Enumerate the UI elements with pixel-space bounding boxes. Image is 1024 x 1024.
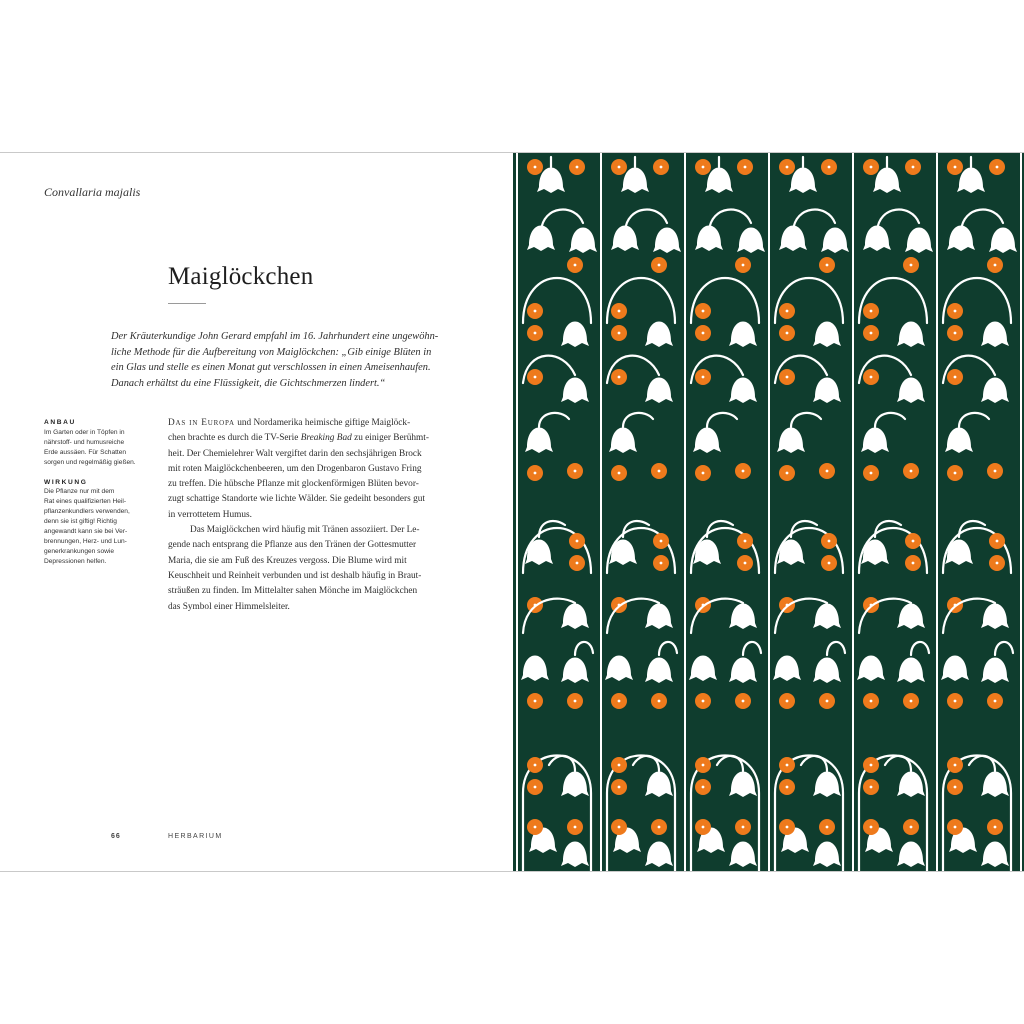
berry-highlight-icon (870, 826, 873, 829)
berry-highlight-icon (826, 470, 829, 473)
flower-stem (549, 756, 575, 771)
berry-highlight-icon (786, 166, 789, 169)
berry-highlight-icon (534, 310, 537, 313)
lily-of-the-valley-bell-icon (729, 604, 757, 630)
berry-highlight-icon (742, 700, 745, 703)
lily-of-the-valley-bell-icon (777, 428, 805, 454)
berry-highlight-icon (910, 264, 913, 267)
lily-of-the-valley-bell-icon (693, 540, 721, 566)
berry-highlight-icon (744, 562, 747, 565)
berry-highlight-icon (702, 310, 705, 313)
body-line: mit roten Maiglöckchenbeeren, um den Drogenbaron Gustavo Fring (168, 463, 422, 474)
berry-highlight-icon (996, 166, 999, 169)
berry-highlight-icon (786, 472, 789, 475)
lily-of-the-valley-bell-icon (813, 658, 841, 684)
lily-of-the-valley-bell-icon (689, 656, 717, 682)
wirkung-line: denn sie ist giftig! Richtig (44, 518, 117, 526)
wirkung-line: angewandt kann sie bei Ver- (44, 528, 128, 536)
lily-of-the-valley-bell-icon (981, 842, 1009, 868)
left-page (0, 153, 512, 871)
berry-highlight-icon (954, 826, 957, 829)
berry-highlight-icon (994, 700, 997, 703)
flower-stem (793, 210, 835, 231)
lily-of-the-valley-bell-icon (525, 540, 553, 566)
wirkung-line: Die Pflanze nur mit dem (44, 488, 115, 496)
lily-of-the-valley-bell-icon (561, 772, 589, 798)
body-line: heit. Der Chemielehrer Walt vergiftet darin den sechsjährigen Brock (168, 448, 422, 459)
lily-of-the-valley-bell-icon (861, 428, 889, 454)
berry-highlight-icon (994, 826, 997, 829)
berry-highlight-icon (994, 264, 997, 267)
berry-highlight-icon (702, 786, 705, 789)
berry-highlight-icon (870, 376, 873, 379)
flower-stem (875, 413, 905, 427)
berry-highlight-icon (870, 700, 873, 703)
berry-highlight-icon (534, 166, 537, 169)
lily-of-the-valley-bell-icon (941, 656, 969, 682)
flower-stem (709, 210, 751, 231)
lily-of-the-valley-bell-icon (947, 226, 975, 252)
lily-of-the-valley-bell-icon (729, 658, 757, 684)
berry-highlight-icon (702, 764, 705, 767)
berry-highlight-icon (660, 166, 663, 169)
flower-stem (959, 413, 989, 427)
berry-highlight-icon (618, 786, 621, 789)
berry-highlight-icon (996, 562, 999, 565)
lily-of-the-valley-bell-icon (645, 604, 673, 630)
berry-highlight-icon (618, 826, 621, 829)
lily-of-the-valley-bell-icon (645, 658, 673, 684)
body-line: Das Maiglöckchen wird häufig mit Tränen assoziiert. Der Le- (190, 525, 420, 536)
wirkung-line: Rat eines qualifizierten Heil- (44, 498, 127, 506)
berry-highlight-icon (954, 332, 957, 335)
lily-of-the-valley-bell-icon (813, 378, 841, 404)
flower-stem (791, 413, 821, 427)
berry-highlight-icon (534, 332, 537, 335)
berry-highlight-icon (702, 376, 705, 379)
berry-highlight-icon (954, 472, 957, 475)
lily-of-the-valley-bell-icon (645, 378, 673, 404)
flower-stem (575, 642, 593, 655)
berry-highlight-icon (954, 764, 957, 767)
lily-of-the-valley-bell-icon (945, 428, 973, 454)
flower-stem (541, 210, 583, 231)
lily-of-the-valley-bell-icon (737, 228, 765, 254)
berry-highlight-icon (618, 376, 621, 379)
lily-of-the-valley-bell-icon (905, 228, 933, 254)
body-line: gende nach entsprang die Pflanze aus den Tränen der Gottesmutter (168, 540, 417, 551)
lily-of-the-valley-bell-icon (729, 322, 757, 348)
lily-of-the-valley-bell-icon (609, 540, 637, 566)
lily-of-the-valley-bell-icon (653, 228, 681, 254)
wirkung-line: generkrankungen sowie (44, 547, 115, 555)
lily-of-the-valley-bell-icon (527, 226, 555, 252)
berry-highlight-icon (954, 376, 957, 379)
lily-of-the-valley-bell-icon (813, 772, 841, 798)
small-caps-lead: Das in Europa (168, 418, 235, 428)
title-divider (168, 303, 206, 304)
berry-highlight-icon (786, 310, 789, 313)
anbau-line: sorgen und regelmäßig gießen. (44, 458, 136, 466)
lily-of-the-valley-bell-icon (981, 378, 1009, 404)
flower-stem (743, 642, 761, 655)
flower-stem (877, 210, 919, 231)
berry-highlight-icon (534, 472, 537, 475)
berry-highlight-icon (994, 470, 997, 473)
berry-highlight-icon (910, 470, 913, 473)
berry-highlight-icon (742, 826, 745, 829)
anbau-line: nährstoff- und humusreiche (44, 438, 125, 446)
lily-of-the-valley-bell-icon (981, 658, 1009, 684)
body-line: zu treffen. Die hübsche Pflanze mit glockenförmigen Blüten bevor- (168, 479, 419, 490)
flower-stem (717, 756, 743, 771)
body-line: Maria, die sie am Fuß des Kreuzes vergoss. Die Blume wird mit (168, 555, 407, 566)
berry-highlight-icon (826, 700, 829, 703)
berry-highlight-icon (618, 310, 621, 313)
anbau-line: Im Garten oder in Töpfen in (44, 428, 125, 436)
flower-stem (659, 642, 677, 655)
berry-highlight-icon (744, 166, 747, 169)
berry-highlight-icon (954, 166, 957, 169)
berry-highlight-icon (828, 562, 831, 565)
wirkung-text (44, 487, 152, 566)
lily-of-the-valley-bell-icon (611, 226, 639, 252)
lily-of-the-valley-bell-icon (605, 656, 633, 682)
latin-name: Convallaria majalis (44, 185, 141, 199)
berry-highlight-icon (870, 332, 873, 335)
body-line: in verrottetem Humus. (168, 509, 252, 520)
intro-line: ein Glas und stelle es einen Monat gut verschlossen in einen Ameisenhaufen. (111, 362, 431, 373)
flower-stem (995, 642, 1013, 655)
berry-highlight-icon (786, 826, 789, 829)
page-number: 66 (111, 833, 121, 840)
berry-highlight-icon (534, 764, 537, 767)
anbau-heading: ANBAU (44, 419, 76, 426)
book-spread (0, 152, 1024, 872)
berry-highlight-icon (910, 700, 913, 703)
berry-highlight-icon (786, 786, 789, 789)
berry-highlight-icon (912, 540, 915, 543)
wirkung-line: pflanzenkundlers verwenden, (44, 508, 130, 516)
berry-highlight-icon (996, 540, 999, 543)
lily-of-the-valley-bell-icon (561, 842, 589, 868)
lily-of-the-valley-bell-icon (989, 228, 1017, 254)
tv-series-title: Breaking Bad (300, 433, 352, 444)
flower-stem (801, 756, 827, 771)
lily-of-the-valley-bell-icon (561, 322, 589, 348)
berry-highlight-icon (660, 540, 663, 543)
berry-highlight-icon (658, 700, 661, 703)
lily-of-the-valley-bell-icon (729, 772, 757, 798)
berry-highlight-icon (534, 376, 537, 379)
lily-of-the-valley-bell-icon (561, 378, 589, 404)
running-title: HERBARIUM (168, 833, 223, 840)
berry-highlight-icon (660, 562, 663, 565)
berry-highlight-icon (618, 332, 621, 335)
berry-highlight-icon (702, 166, 705, 169)
body-line (168, 416, 446, 431)
lily-of-the-valley-bell-icon (897, 772, 925, 798)
berry-highlight-icon (870, 472, 873, 475)
body-line: sträußen zu finden. Im Mittelalter sahen Mönche im Maiglöckchen (168, 586, 418, 597)
berry-highlight-icon (742, 470, 745, 473)
berry-highlight-icon (576, 166, 579, 169)
berry-highlight-icon (702, 826, 705, 829)
berry-highlight-icon (574, 470, 577, 473)
lily-of-the-valley-bell-icon (569, 228, 597, 254)
body-span: und Nordamerika heimische giftige Maiglöck- (234, 418, 411, 428)
berry-highlight-icon (576, 562, 579, 565)
flower-stem (633, 756, 659, 771)
lily-of-the-valley-bell-icon (773, 656, 801, 682)
lily-of-the-valley-bell-icon (561, 658, 589, 684)
flower-stem (625, 210, 667, 231)
berry-highlight-icon (742, 264, 745, 267)
body-span: chen brachte es durch die TV-Serie (168, 433, 301, 444)
decorative-pattern-page (513, 153, 1024, 871)
berry-highlight-icon (828, 540, 831, 543)
berry-highlight-icon (574, 826, 577, 829)
berry-highlight-icon (618, 472, 621, 475)
lily-of-the-valley-bell-icon (645, 842, 673, 868)
page-title: Maiglöckchen (168, 263, 314, 290)
body-line: das Symbol einer Himmelsleiter. (168, 601, 290, 612)
lily-of-the-valley-bell-icon (779, 226, 807, 252)
flower-stem (961, 210, 1003, 231)
lily-of-the-valley-bell-icon (897, 658, 925, 684)
berry-highlight-icon (702, 472, 705, 475)
lily-of-the-valley-bell-icon (561, 604, 589, 630)
berry-highlight-icon (574, 264, 577, 267)
berry-highlight-icon (826, 826, 829, 829)
lily-of-the-valley-bell-icon (813, 604, 841, 630)
berry-highlight-icon (870, 310, 873, 313)
body-text (168, 416, 446, 615)
flower-stem (707, 413, 737, 427)
berry-highlight-icon (618, 700, 621, 703)
body-span: zu einiger Berühmt- (351, 433, 429, 444)
lily-of-the-valley-bell-icon (609, 428, 637, 454)
lily-of-the-valley-bell-icon (897, 322, 925, 348)
lily-of-the-valley-bell-icon (521, 656, 549, 682)
lily-of-the-valley-bell-icon (645, 322, 673, 348)
lily-of-the-valley-bell-icon (813, 322, 841, 348)
lily-of-the-valley-bell-icon (729, 378, 757, 404)
flower-stem (911, 642, 929, 655)
lily-of-the-valley-bell-icon (813, 842, 841, 868)
berry-highlight-icon (658, 264, 661, 267)
intro-line: Danach erhältst du eine Flüssigkeit, die Gichtschmerzen lindert.“ (111, 377, 386, 389)
body-line (168, 431, 446, 446)
lily-of-the-valley-bell-icon (695, 226, 723, 252)
lily-of-the-valley-bell-icon (945, 540, 973, 566)
wirkung-heading: WIRKUNG (44, 478, 88, 486)
berry-highlight-icon (910, 826, 913, 829)
berry-highlight-icon (912, 562, 915, 565)
berry-highlight-icon (574, 700, 577, 703)
berry-highlight-icon (954, 786, 957, 789)
body-line: Keuschheit und Reinheit verbunden und ist deshalb häufig in Braut- (168, 570, 422, 581)
intro-line: Der Kräuterkundige John Gerard empfahl im 16. Jahrhundert eine ungewöhn- (111, 331, 439, 342)
berry-highlight-icon (912, 166, 915, 169)
lily-of-the-valley-bell-icon (821, 228, 849, 254)
berry-highlight-icon (658, 826, 661, 829)
sidebar-notes (44, 418, 152, 577)
berry-highlight-icon (826, 264, 829, 267)
flower-stem (885, 756, 911, 771)
lily-of-the-valley-bell-icon (897, 842, 925, 868)
berry-highlight-icon (534, 700, 537, 703)
berry-highlight-icon (786, 376, 789, 379)
berry-highlight-icon (534, 826, 537, 829)
intro-quote (111, 329, 441, 391)
intro-line: liche Methode für die Aufbereitung von Maiglöckchen: „Gib einige Blüten in (111, 346, 432, 358)
berry-highlight-icon (744, 540, 747, 543)
wirkung-line: brennungen, Herz- und Lun- (44, 537, 127, 545)
lily-of-the-valley-bell-icon (981, 604, 1009, 630)
lily-of-the-valley-bell-icon (863, 226, 891, 252)
lily-of-the-valley-pattern (513, 153, 1024, 871)
berry-highlight-icon (534, 786, 537, 789)
berry-highlight-icon (658, 470, 661, 473)
berry-highlight-icon (702, 700, 705, 703)
berry-highlight-icon (702, 332, 705, 335)
flower-stem (623, 413, 653, 427)
berry-highlight-icon (870, 786, 873, 789)
lily-of-the-valley-bell-icon (857, 656, 885, 682)
berry-highlight-icon (870, 764, 873, 767)
lily-of-the-valley-bell-icon (729, 842, 757, 868)
berry-highlight-icon (870, 166, 873, 169)
lily-of-the-valley-bell-icon (645, 772, 673, 798)
body-line: zugt schattige Standorte wie lichte Wälder. Sie gedeiht besonders gut (168, 494, 425, 505)
berry-highlight-icon (576, 540, 579, 543)
flower-stem (969, 756, 995, 771)
lily-of-the-valley-bell-icon (861, 540, 889, 566)
lily-of-the-valley-bell-icon (693, 428, 721, 454)
flower-stem (827, 642, 845, 655)
berry-highlight-icon (786, 764, 789, 767)
lily-of-the-valley-bell-icon (981, 322, 1009, 348)
berry-highlight-icon (618, 166, 621, 169)
berry-highlight-icon (786, 700, 789, 703)
lily-of-the-valley-bell-icon (897, 378, 925, 404)
lily-of-the-valley-bell-icon (981, 772, 1009, 798)
flower-stem (539, 413, 569, 427)
lily-of-the-valley-bell-icon (525, 428, 553, 454)
lily-of-the-valley-bell-icon (777, 540, 805, 566)
berry-highlight-icon (618, 764, 621, 767)
anbau-line: Erde aussäen. Für Schatten (44, 448, 127, 456)
anbau-text (44, 428, 152, 468)
berry-highlight-icon (786, 332, 789, 335)
wirkung-line: Depressionen helfen. (44, 557, 107, 565)
berry-highlight-icon (828, 166, 831, 169)
berry-highlight-icon (954, 310, 957, 313)
berry-highlight-icon (954, 700, 957, 703)
lily-of-the-valley-bell-icon (897, 604, 925, 630)
